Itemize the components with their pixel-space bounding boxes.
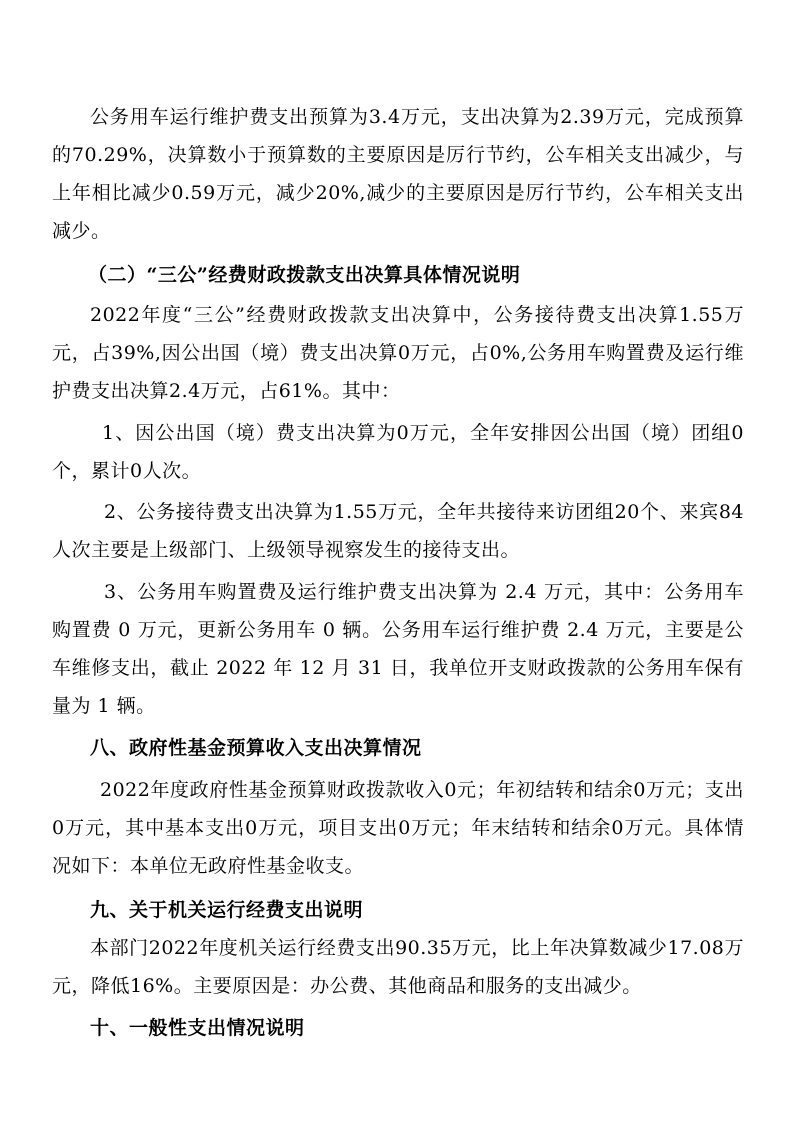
paragraph-three-public-summary: 2022年度“三公”经费财政拨款支出决算中，公务接待费支出决算1.55万元，占39%,因公出国（境）费支出决算0万元，占0%,公务用车购置费及运行维护费支出决算2.4万元，占61%。其中： [52,304,744,402]
paragraph-operating-expenses: 本部门2022年度机关运行经费支出90.35万元，比上年决算数减少17.08万元，降低16%。主要原因是：办公费、其他商品和服务的支出减少。 [52,937,744,997]
list-item-reception: 2、公务接待费支出决算为1.55万元，全年共接待来访团组20个、来宾84人次主要是上级部门、上级领导视察发生的接待支出。 [52,501,744,561]
list-item-vehicles: 3、公务用车购置费及运行维护费支出决算为 2.4 万元，其中：公务用车购置费 0 万元，更新公务用车 0 辆。公务用车运行维护费 2.4 万元，主要是公车维修支出，截止 2022 年 12 月 31 日，我单位开支财政拨款的公务用车保有量为 1 辆。 [52,581,744,717]
heading-three-public-expenses: （二）“三公”经费财政拨款支出决算具体情况说明 [88,264,521,286]
heading-section-8: 八、政府性基金预算收入支出决算情况 [90,737,422,759]
paragraph-vehicle-maintenance: 公务用车运行维护费支出预算为3.4万元，支出决算为2.39万元，完成预算的70.29%，决算数小于预算数的主要原因是厉行节约，公车相关支出减少，与上年相比减少0.59万元，减少20%,减少的主要原因是厉行节约，公车相关支出减少。 [52,106,744,242]
paragraph-government-fund: 2022年度政府性基金预算财政拨款收入0元；年初结转和结余0万元；支出0万元，其中基本支出0万元，项目支出0万元；年末结转和结余0万元。具体情况如下：本单位无政府性基金收支。 [52,779,744,877]
heading-section-9: 九、关于机关运行经费支出说明 [90,899,364,921]
list-item-overseas-travel: 1、因公出国（境）费支出决算为0万元，全年安排因公出国（境）团组0个，累计0人次。 [52,422,744,482]
heading-section-10: 十、一般性支出情况说明 [90,1017,305,1039]
